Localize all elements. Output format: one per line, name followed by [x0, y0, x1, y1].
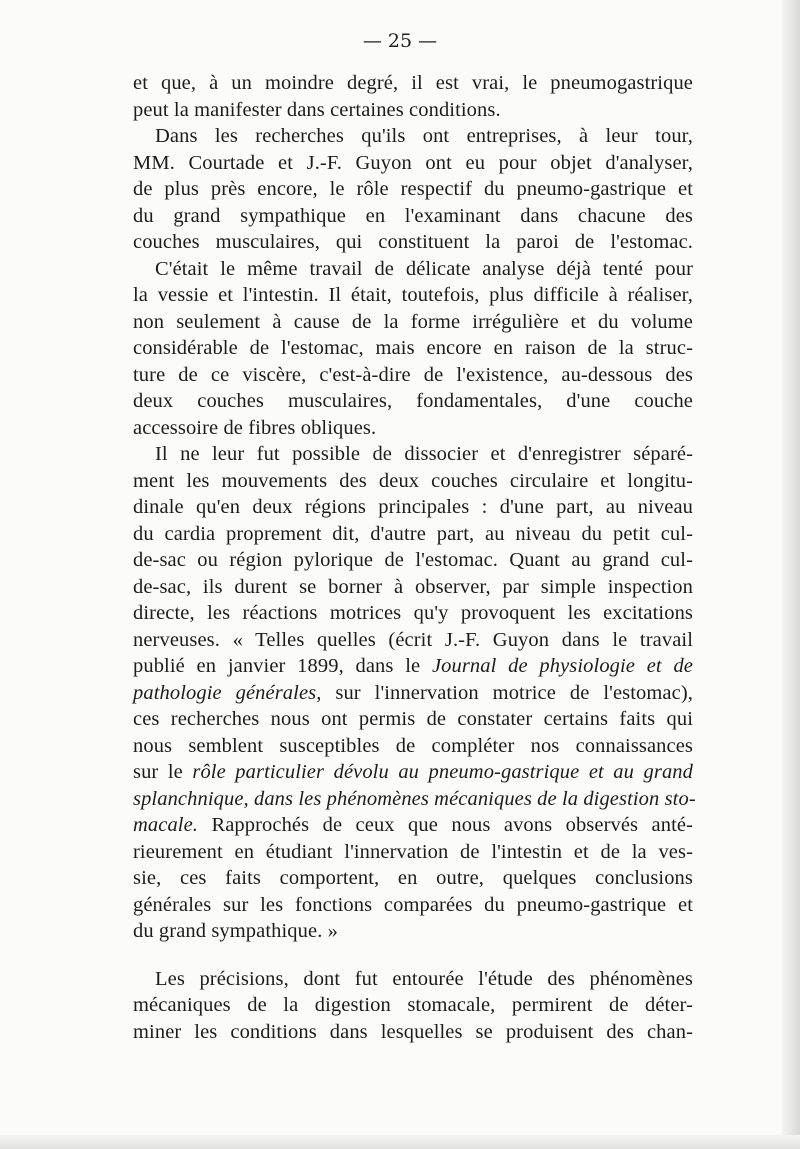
page-bottom-shadow	[0, 1135, 800, 1149]
text-fragment: publié en janvier 1899, dans le	[133, 655, 421, 677]
text-line: couches musculaires, qui constituent la paroi de l'estomac.	[133, 231, 693, 253]
paragraph	[133, 70, 693, 123]
text-line: du cardia proprement dit, d'autre part, au niveau du petit cul-	[133, 522, 693, 545]
italic-phrase: rôle particulier dévolu au pneumo-gastrique et au grand	[192, 761, 693, 783]
text-line: du grand sympathique. »	[133, 920, 338, 942]
text-line: considérable de l'estomac, mais encore en raison de la struc-	[133, 337, 693, 359]
italic-phrase: macale.	[133, 814, 199, 836]
text-line	[133, 680, 693, 707]
text-line	[133, 759, 693, 786]
text-line: et que, à un moindre degré, il est vrai, le pneumogastrique	[133, 72, 693, 94]
text-line: miner les conditions dans lesquelles se produisent des chan-	[133, 1020, 693, 1043]
text-fragment: sur le	[133, 761, 183, 783]
italic-phrase: splanchnique, dans les phénomènes mécaniques de la digestion sto-	[133, 787, 696, 810]
text-line: nerveuses. « Telles quelles (écrit J.-F. Guyon dans le travail	[133, 628, 693, 651]
text-line: du grand sympathique en l'examinant dans chacune des	[133, 204, 693, 227]
paragraph	[133, 256, 693, 442]
text-fragment: Rapprochés de ceux que nous avons observés anté-	[211, 814, 693, 836]
text-line: mécaniques de la digestion stomacale, permirent de déter-	[133, 994, 693, 1016]
text-line	[133, 786, 696, 813]
text-line: directe, les réactions motrices qu'y provoquent les excitations	[133, 602, 693, 624]
text-line: générales sur les fonctions comparées du pneumo-gastrique et	[133, 893, 693, 916]
text-line: de plus près encore, le rôle respectif du pneumo-gastrique et	[133, 178, 693, 200]
journal-title: Journal de physiologie et de	[431, 655, 693, 677]
text-line: accessoire de fibres obliques.	[133, 416, 377, 439]
text-line: peut la manifester dans certaines conditions.	[133, 98, 501, 121]
text-line: Dans les recherches qu'ils ont entreprises, à leur tour,	[155, 125, 693, 147]
text-line: rieurement en étudiant l'innervation de l'intestin et de la ves-	[133, 840, 693, 863]
text-line	[133, 653, 693, 680]
paragraph	[133, 123, 693, 256]
journal-title-cont: pathologie générales	[133, 681, 317, 704]
text-line	[133, 812, 693, 839]
body-text	[133, 70, 696, 1045]
text-line: de-sac, ils durent se borner à observer, par simple inspection	[133, 575, 693, 598]
text-line: MM. Courtade et J.-F. Guyon ont eu pour objet d'analyser,	[133, 151, 693, 174]
text-line: ment les mouvements des deux couches circulaire et longitu-	[133, 469, 693, 492]
paragraph-gap	[133, 945, 693, 966]
paragraph	[133, 441, 696, 945]
page-edge-shadow	[782, 0, 800, 1149]
text-line: deux couches musculaires, fondamentales, d'une couche	[133, 390, 693, 412]
text-line: Les précisions, dont fut entourée l'étude des phénomènes	[155, 967, 693, 990]
text-fragment: , sur l'innervation motrice de l'estomac),	[316, 681, 693, 704]
text-line: nous semblent susceptibles de compléter nos connaissances	[133, 734, 693, 757]
text-line: ture de ce viscère, c'est-à-dire de l'existence, au-dessous des	[133, 363, 693, 386]
text-line: ces recherches nous ont permis de constater certains faits qui	[133, 708, 693, 730]
text-line: de-sac ou région pylorique de l'estomac. Quant au grand cul-	[133, 549, 693, 571]
text-line: la vessie et l'intestin. Il était, toutefois, plus difficile à réaliser,	[133, 284, 693, 306]
text-line: non seulement à cause de la forme irrégulière et du volume	[133, 310, 693, 333]
text-line: sie, ces faits comportent, en outre, quelques conclusions	[133, 867, 693, 889]
text-line: Il ne leur fut possible de dissocier et d'enregistrer séparé-	[155, 443, 693, 465]
text-line: C'était le même travail de délicate analyse déjà tenté pour	[155, 257, 693, 280]
text-line: dinale qu'en deux régions principales : d'une part, au niveau	[133, 496, 693, 518]
page-number: — 25 —	[362, 30, 438, 52]
paragraph	[133, 966, 693, 1046]
